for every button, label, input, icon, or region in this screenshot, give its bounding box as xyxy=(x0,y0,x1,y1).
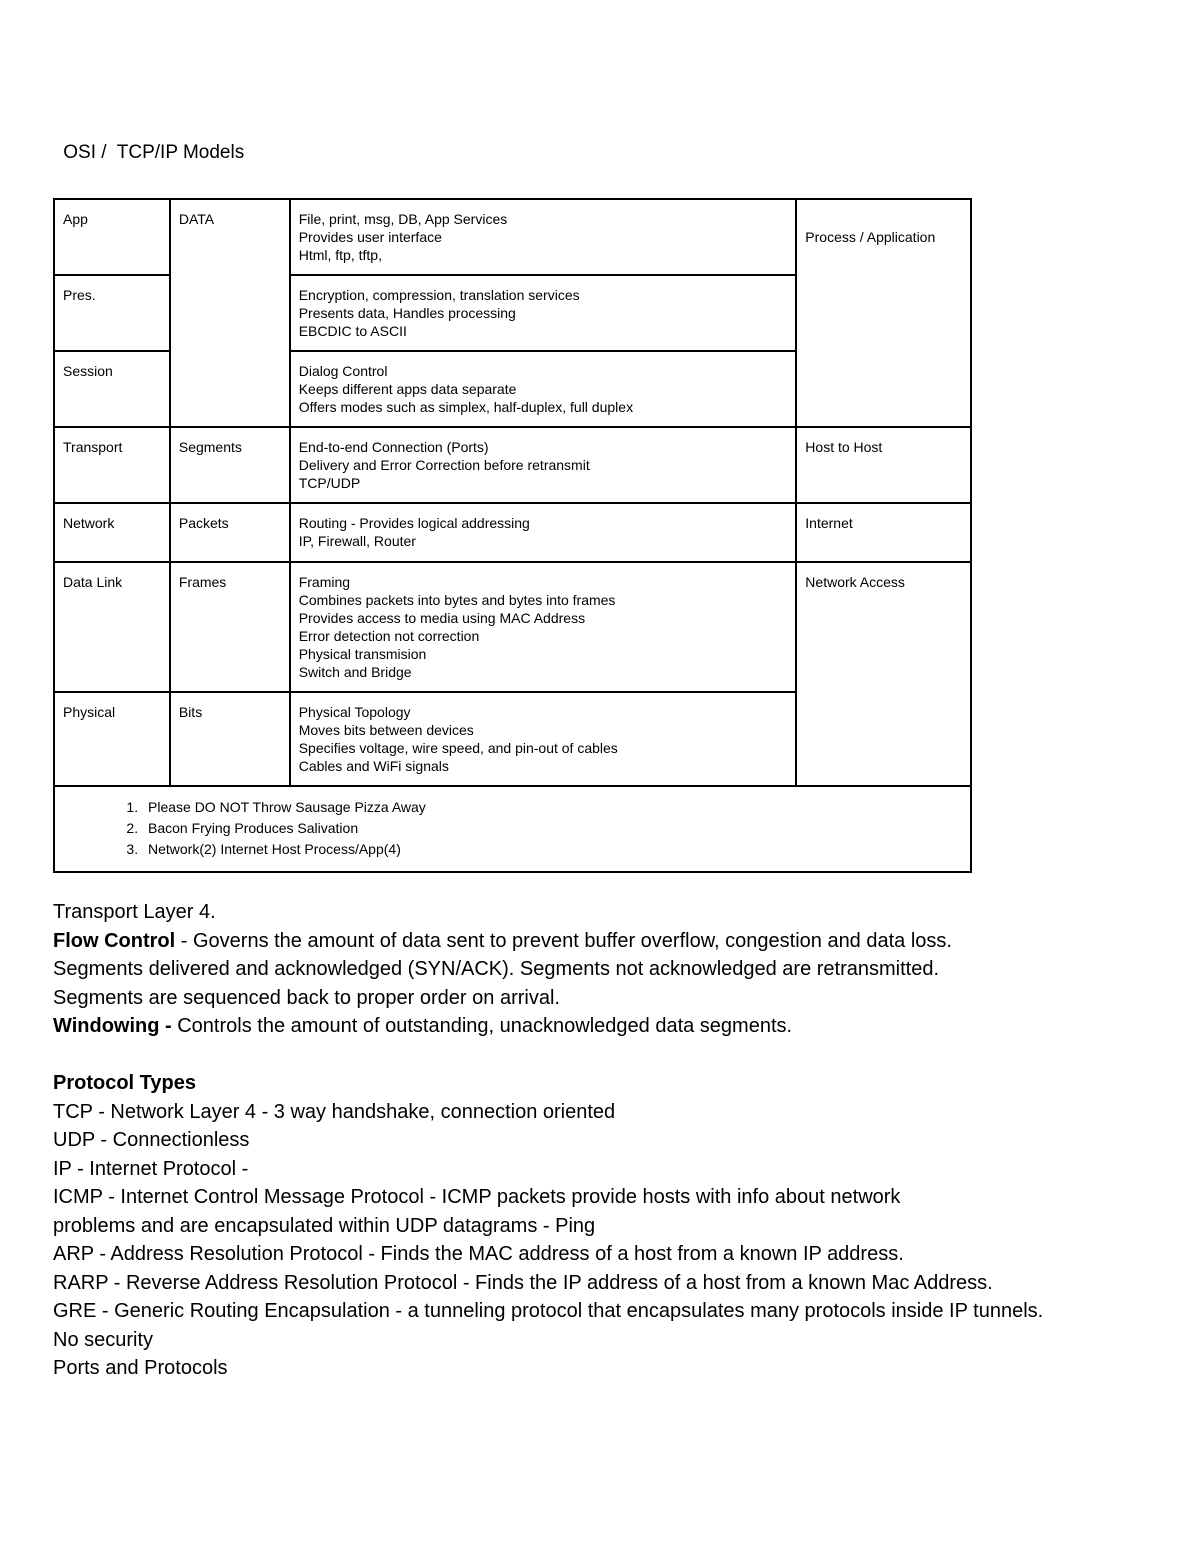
notes-section xyxy=(53,898,1163,1383)
description-line: Framing xyxy=(298,574,351,590)
flow-control-text: - Governs the amount of data sent to prevent buffer overflow, congestion and data loss. xyxy=(175,929,952,952)
pdu-cell: Segments xyxy=(170,427,290,503)
table-row xyxy=(54,786,971,872)
flow-control-label: Flow Control xyxy=(53,929,176,952)
description-line: TCP/UDP xyxy=(298,475,361,491)
description-cell xyxy=(290,275,797,351)
pdu-cell: Bits xyxy=(170,692,290,786)
protocol-udp: UDP - Connectionless xyxy=(53,1129,250,1151)
transport-heading: Transport Layer 4. xyxy=(53,901,216,923)
protocol-rarp: RARP - Reverse Address Resolution Protocol - Finds the IP address of a host from a known Mac Address. xyxy=(53,1271,993,1294)
segments-line: Segments delivered and acknowledged (SYN/ACK). Segments not acknowledged are retransmitted. xyxy=(53,958,940,980)
description-cell xyxy=(290,199,797,275)
description-cell xyxy=(290,351,797,427)
layer-cell: App xyxy=(54,199,170,275)
description-line: Physical Topology xyxy=(298,704,411,720)
layer-cell: Pres. xyxy=(54,275,170,351)
description-line: Keeps different apps data separate xyxy=(298,381,517,397)
table-row xyxy=(54,562,971,692)
windowing-text: Controls the amount of outstanding, unacknowledged data segments. xyxy=(171,1015,793,1037)
description-line: Offers modes such as simplex, half-duplex, full duplex xyxy=(298,399,634,415)
mnemonics-cell xyxy=(54,786,971,872)
description-line: Routing - Provides logical addressing xyxy=(298,515,530,531)
list-item: 2. Bacon Frying Produces Salivation xyxy=(142,818,962,839)
tcpip-layer-cell: Network Access xyxy=(796,562,971,786)
description-line: Encryption, compression, translation services xyxy=(298,287,580,303)
protocol-icmp: ICMP - Internet Control Message Protocol - ICMP packets provide hosts with info about network problems and are encapsulated within UDP datagrams - Ping xyxy=(53,1186,901,1237)
layer-cell: Session xyxy=(54,351,170,427)
description-line: Dialog Control xyxy=(298,363,388,379)
tcpip-layer-cell: Host to Host xyxy=(796,427,971,503)
ports-and-protocols: Ports and Protocols xyxy=(53,1357,228,1379)
description-line: File, print, msg, DB, App Services xyxy=(298,211,508,227)
protocol-arp: ARP - Address Resolution Protocol - Finds the MAC address of a host from a known IP address. xyxy=(53,1243,904,1265)
description-line: Html, ftp, tftp, xyxy=(298,247,382,263)
layer-cell: Data Link xyxy=(54,562,170,692)
list-item: 1. Please DO NOT Throw Sausage Pizza Away xyxy=(142,797,962,818)
layer-cell: Physical xyxy=(54,692,170,786)
description-line: Provides user interface xyxy=(298,229,442,245)
protocol-types-label: Protocol Types xyxy=(53,1072,196,1094)
protocol-tcp: TCP - Network Layer 4 - 3 way handshake, connection oriented xyxy=(53,1100,616,1123)
layer-cell: Transport xyxy=(54,427,170,503)
layer-cell: Network xyxy=(54,503,170,562)
protocol-ip: IP - Internet Protocol - xyxy=(53,1157,249,1180)
description-line: End-to-end Connection (Ports) xyxy=(298,439,489,455)
description-line: Presents data, Handles processing xyxy=(298,305,516,321)
windowing-label: Windowing - xyxy=(53,1015,172,1037)
spacer xyxy=(53,1041,1163,1070)
description-cell xyxy=(290,692,797,786)
table-row xyxy=(54,427,971,503)
description-line: Moves bits between devices xyxy=(298,722,474,738)
segments-line: Segments are sequenced back to proper order on arrival. xyxy=(53,986,560,1009)
description-line: Physical transmision xyxy=(298,646,427,662)
tcpip-layer-cell: Internet xyxy=(796,503,971,562)
list-item: 3. Network(2) Internet Host Process/App(4) xyxy=(142,839,962,860)
description-line: Error detection not correction xyxy=(298,628,480,644)
description-line: EBCDIC to ASCII xyxy=(298,323,407,339)
page-title: OSI / TCP/IP Models xyxy=(58,142,245,163)
osi-tcpip-table xyxy=(53,198,972,873)
description-line: Cables and WiFi signals xyxy=(298,758,449,774)
protocol-gre: GRE - Generic Routing Encapsulation - a tunneling protocol that encapsulates many protocols inside IP tunnels. No security xyxy=(53,1300,1044,1351)
description-line: Specifies voltage, wire speed, and pin-out of cables xyxy=(298,740,618,756)
description-line: IP, Firewall, Router xyxy=(298,533,416,549)
pdu-cell: Frames xyxy=(170,562,290,692)
description-cell xyxy=(290,503,797,562)
pdu-cell: Packets xyxy=(170,503,290,562)
flow-control-paragraph xyxy=(53,927,1163,956)
pdu-cell: DATA xyxy=(170,199,290,427)
description-line: Delivery and Error Correction before retransmit xyxy=(298,457,590,473)
tcpip-layer-cell: Process / Application xyxy=(796,199,971,427)
windowing-paragraph xyxy=(53,1012,1163,1041)
description-cell xyxy=(290,562,797,692)
description-line: Provides access to media using MAC Address xyxy=(298,610,586,626)
description-cell xyxy=(290,427,797,503)
description-line: Combines packets into bytes and bytes into frames xyxy=(298,592,616,608)
protocol-types-heading xyxy=(53,1069,1163,1098)
mnemonics-list xyxy=(63,797,962,860)
table-row xyxy=(54,199,971,275)
table-row xyxy=(54,503,971,562)
description-line: Switch and Bridge xyxy=(298,664,412,680)
